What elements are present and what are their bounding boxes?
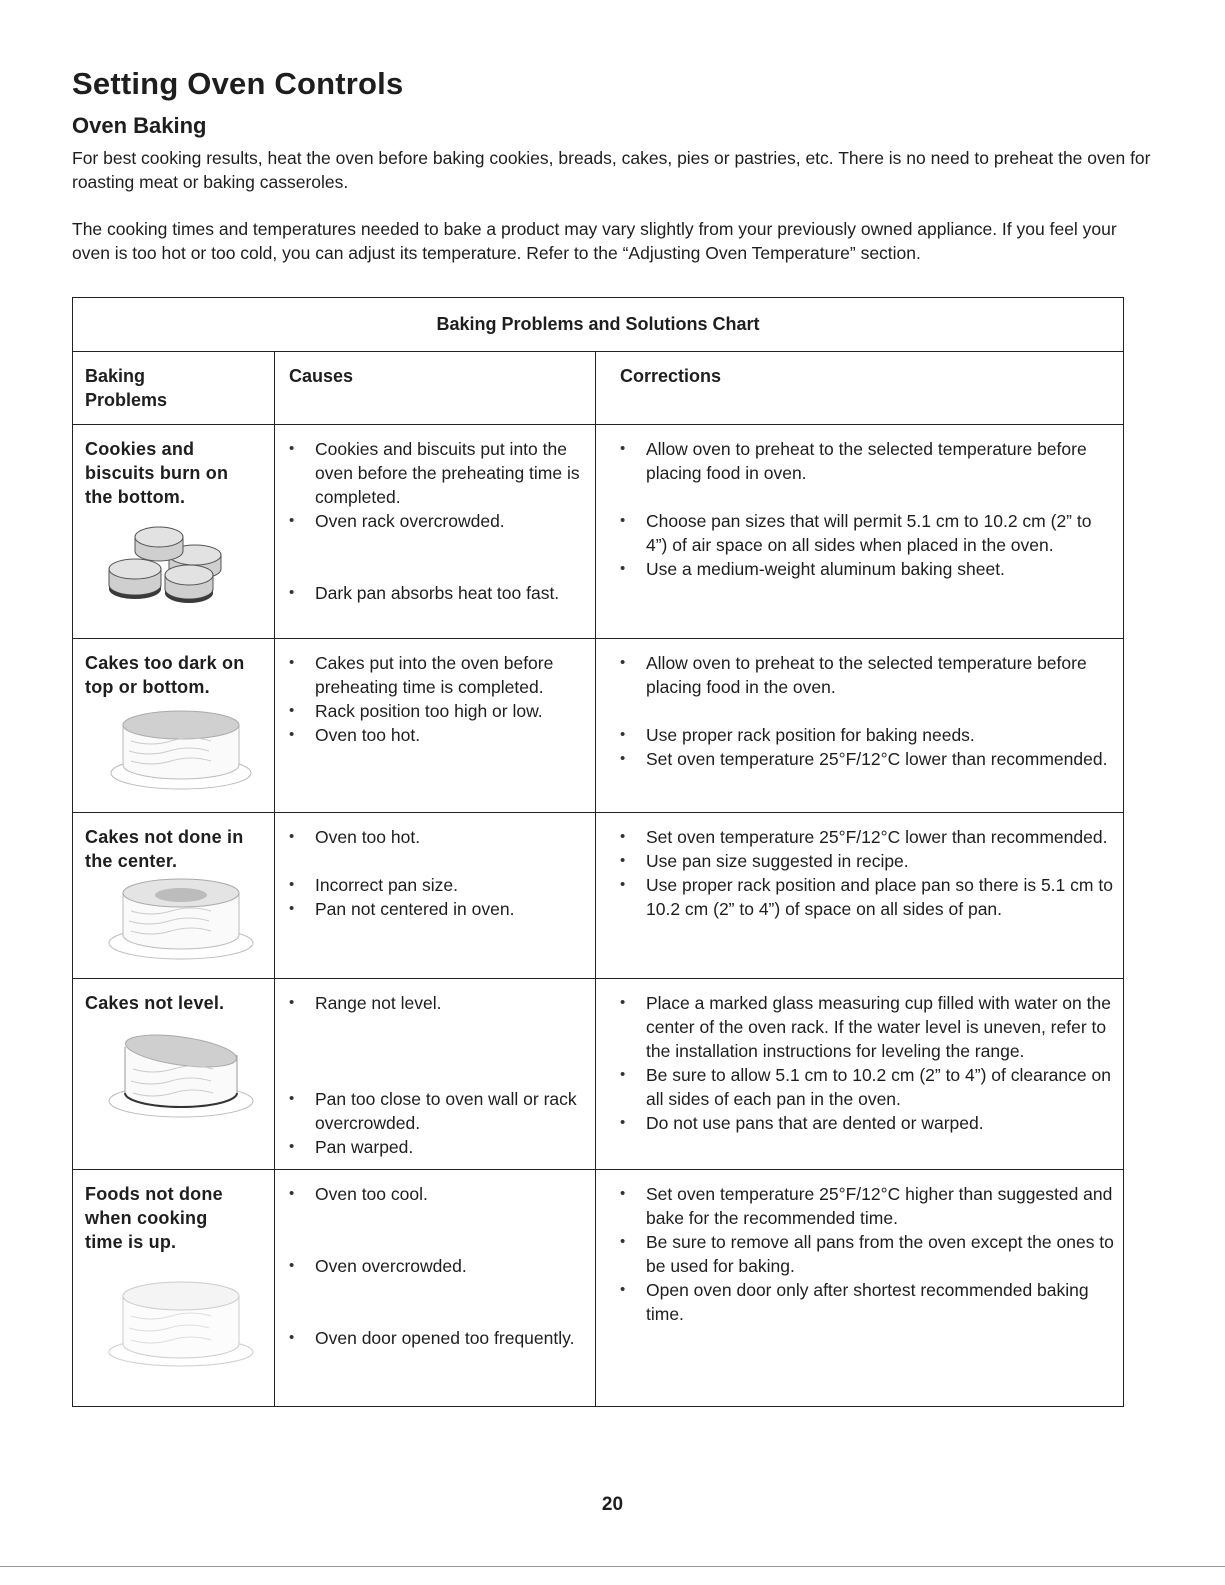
problem-label: Cakes too dark on top or bottom. [85, 653, 245, 697]
correction-item: • Be sure to remove all pans from the oven except the ones to be used for baking. [620, 1230, 1115, 1278]
cause-item: • Cakes put into the oven before preheating time is completed. [289, 651, 589, 699]
cause-item: • Oven overcrowded. [289, 1254, 589, 1278]
cookies-icon [87, 525, 257, 605]
cause-item: • Cookies and biscuits put into the oven before the preheating time is completed. [289, 437, 589, 509]
chart-header-row [73, 352, 1123, 425]
tilted-cake-icon [101, 1023, 261, 1123]
cause-item: • Oven too hot. [289, 723, 589, 747]
cause-item: • Dark pan absorbs heat too fast. [289, 581, 589, 605]
chart-title: Baking Problems and Solutions Chart [73, 298, 1123, 352]
cause-item: • Oven too hot. [289, 825, 589, 849]
cake-icon [101, 1276, 261, 1372]
table-row [73, 425, 1123, 639]
correction-item: • Allow oven to preheat to the selected temperature before placing food in the oven. [620, 651, 1115, 699]
correction-item: • Set oven temperature 25°F/12°C higher than suggested and bake for the recommended time. [620, 1182, 1115, 1230]
cause-item: • Pan warped. [289, 1135, 589, 1159]
correction-item: • Use a medium-weight aluminum baking sheet. [620, 557, 1115, 581]
bottom-divider [0, 1566, 1225, 1567]
intro-paragraph: For best cooking results, heat the oven before baking cookies, breads, cakes, pies or pastries, etc. There is no need to preheat the oven for roasting meat or baking casseroles. [72, 148, 1151, 192]
correction-item: • Set oven temperature 25°F/12°C lower than recommended. [620, 747, 1115, 771]
problem-label: Cakes not done in the center. [85, 827, 244, 871]
cake-icon [101, 707, 261, 795]
correction-item: • Do not use pans that are dented or warped. [620, 1111, 1115, 1135]
correction-item: • Use pan size suggested in recipe. [620, 849, 1115, 873]
cause-item: • Rack position too high or low. [289, 699, 589, 723]
correction-item: • Be sure to allow 5.1 cm to 10.2 cm (2” to 4”) of clearance on all sides of each pan in the oven. [620, 1063, 1115, 1111]
table-row [73, 1170, 1123, 1406]
table-row [73, 979, 1123, 1170]
correction-item: • Use proper rack position for baking needs. [620, 723, 1115, 747]
cause-item: • Pan not centered in oven. [289, 897, 589, 921]
page-title: Setting Oven Controls [72, 66, 404, 101]
cake-icon [101, 875, 261, 965]
correction-item: • Open oven door only after shortest recommended baking time. [620, 1278, 1115, 1326]
cause-item: • Oven door opened too frequently. [289, 1326, 589, 1350]
table-row [73, 813, 1123, 979]
intro-paragraph: The cooking times and temperatures needed to bake a product may vary slightly from your previously owned appliance. If you feel your oven is too hot or too cold, you can adjust its temperature. Refer to the “Adjusting Oven Temperature” section. [72, 219, 1117, 263]
correction-item: • Choose pan sizes that will permit 5.1 cm to 10.2 cm (2” to 4”) of air space on all sides when placed in the oven. [620, 509, 1115, 557]
problem-label: Cookies and biscuits burn on the bottom. [85, 439, 229, 507]
problem-label: Cakes not level. [85, 993, 225, 1013]
column-header-problems: Baking Problems [85, 366, 168, 410]
correction-item: • Allow oven to preheat to the selected temperature before placing food in oven. [620, 437, 1115, 485]
baking-problems-chart [72, 297, 1124, 1407]
correction-item: • Set oven temperature 25°F/12°C lower than recommended. [620, 825, 1115, 849]
cause-item: • Oven too cool. [289, 1182, 589, 1206]
cause-item: • Range not level. [289, 991, 589, 1015]
table-row [73, 639, 1123, 813]
cause-item: • Pan too close to oven wall or rack overcrowded. [289, 1087, 589, 1135]
cause-item: • Incorrect pan size. [289, 873, 589, 897]
column-header-corrections: Corrections [620, 366, 722, 386]
section-title: Oven Baking [72, 113, 207, 138]
correction-item: • Place a marked glass measuring cup filled with water on the center of the oven rack. If the water level is uneven, refer to the installation instructions for leveling the range. [620, 991, 1115, 1063]
column-header-causes: Causes [289, 366, 354, 386]
problem-label: Foods not done when cooking time is up. [85, 1184, 223, 1252]
page-number: 20 [601, 1494, 624, 1515]
cause-item: • Oven rack overcrowded. [289, 509, 589, 533]
correction-item: • Use proper rack position and place pan so there is 5.1 cm to 10.2 cm (2” to 4”) of space on all sides of pan. [620, 873, 1115, 921]
